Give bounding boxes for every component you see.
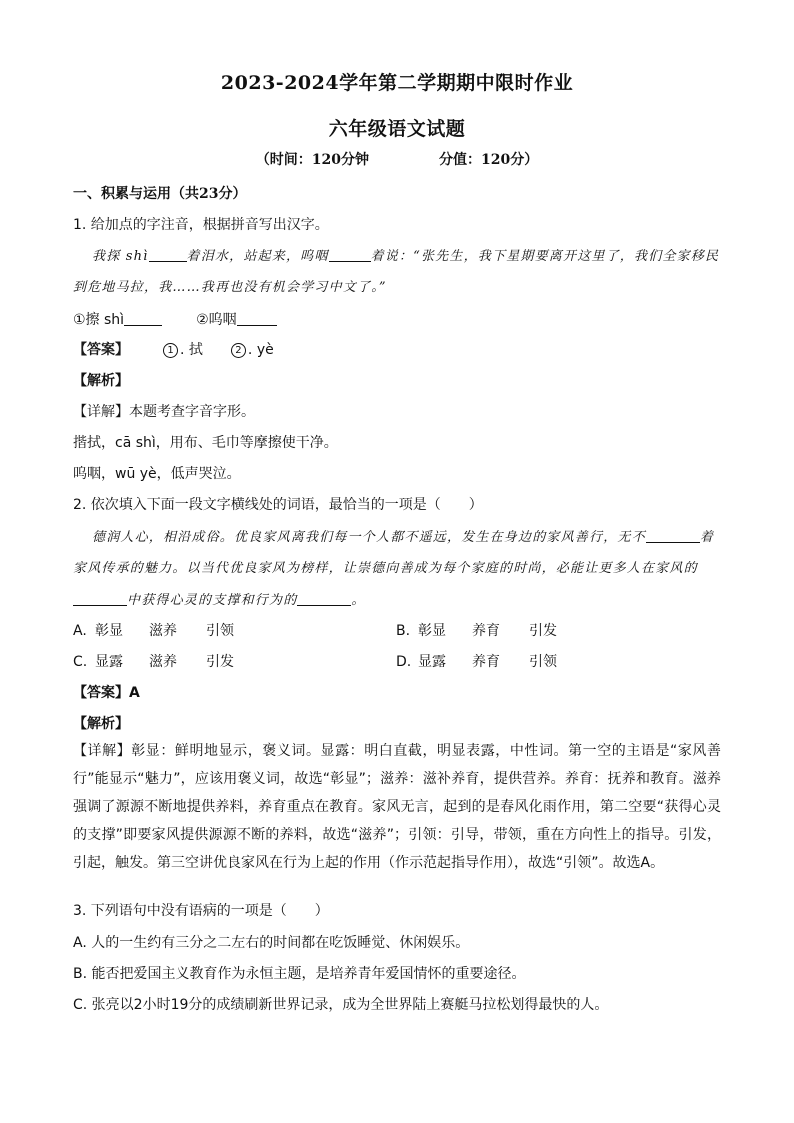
q1-passage-blank xyxy=(149,247,187,262)
option-letter: B. xyxy=(396,623,411,639)
q1-blank2 xyxy=(237,311,277,326)
q1-blank1 xyxy=(124,311,162,326)
option-word: 引发 xyxy=(206,654,234,670)
answer-num-circle: 2 xyxy=(231,343,246,358)
q2-passage-blank xyxy=(646,528,700,543)
option-word: 显露 xyxy=(95,654,123,670)
q1-passage-line2: 到危地马拉，我……我再也没有机会学习中文了。” xyxy=(73,280,387,295)
option-letter: A. xyxy=(73,623,87,639)
q2-stem: 2. 依次填入下面一段文字横线处的词语，最恰当的一项是（ ） xyxy=(73,497,483,513)
q3-option-c[interactable]: C. 张亮以2小时19分的成绩刷新世界记录，成为全世界陆上赛艇马拉松划得最快的人。 xyxy=(73,997,609,1013)
option-word: 彰显 xyxy=(418,623,446,639)
q2-answer: 【答案】A xyxy=(73,685,140,701)
page-subtitle: 六年级语文试题 xyxy=(328,118,466,140)
option-word: 养育 xyxy=(472,654,500,670)
analysis-tag: 【解析】 xyxy=(73,373,129,389)
option-word: 滋养 xyxy=(149,623,177,639)
option-letter: C. xyxy=(73,654,88,670)
q2-option-d[interactable] xyxy=(396,651,557,671)
q1-stem: 1. 给加点的字注音，根据拼音写出汉字。 xyxy=(73,217,329,233)
q2-passage-blank xyxy=(297,591,351,606)
q1-passage-text: 着说：“张先生，我下星期要离开这里了，我们全家移民 xyxy=(370,249,720,264)
q2-passage-text: 着 xyxy=(699,530,715,545)
answer-tag: 【答案】 xyxy=(73,342,129,358)
q1-blank1-label: ①擦 shì xyxy=(73,312,125,328)
q1-passage-line1 xyxy=(92,245,719,264)
q3-stem: 3. 下列语句中没有语病的一项是（ ） xyxy=(73,903,329,919)
page-title: 2023-2024学年第二学期期中限时作业 xyxy=(220,72,574,94)
section-heading: 一、积累与运用（共23分） xyxy=(73,186,247,202)
q2-passage-text: 中获得心灵的支撑和行为的 xyxy=(127,593,298,608)
q2-passage-text: 德润人心，相沿成俗。优良家风离我们每一个人都不遥远，发生在身边的家风善行，无不 xyxy=(92,530,646,545)
q1-answer2: yè xyxy=(256,342,274,358)
time-info: （时间：120分钟 xyxy=(255,152,369,168)
answer-num-circle: 1 xyxy=(163,343,178,358)
analysis-tag: 【解析】 xyxy=(73,716,129,732)
q2-option-c[interactable] xyxy=(73,651,234,671)
q1-blanks xyxy=(73,309,277,329)
option-word: 引领 xyxy=(529,654,557,670)
option-word: 滋养 xyxy=(149,654,177,670)
option-word: 引领 xyxy=(206,623,234,639)
option-word: 引发 xyxy=(529,623,557,639)
q2-passage-line2: 家风传承的魅力。以当代优良家风为榜样，让崇德向善成为每个家庭的时尚，必能让更多人在家风的 xyxy=(73,561,698,576)
q2-passage-line3 xyxy=(73,589,366,608)
option-word: 养育 xyxy=(472,623,500,639)
q1-detail-b: 呜咽，wū yè，低声哭泣。 xyxy=(73,466,241,482)
score-info: 分值：120分） xyxy=(439,152,539,168)
q1-answer1: 拭 xyxy=(188,342,203,358)
exam-info xyxy=(0,149,794,169)
q2-passage-blank xyxy=(73,591,127,606)
q3-option-b[interactable]: B. 能否把爱国主义教育作为永恒主题，是培养青年爱国情怀的重要途径。 xyxy=(73,966,526,982)
q1-answer: 【答案】 1 . 拭 2 . yè xyxy=(73,342,274,358)
q1-passage-text: 着泪水，站起来，呜咽 xyxy=(186,249,329,264)
option-word: 显露 xyxy=(418,654,446,670)
q2-option-b[interactable] xyxy=(396,620,557,640)
q1-passage-text: 我探 shì xyxy=(92,249,149,264)
option-word: 彰显 xyxy=(95,623,123,639)
q1-blank2-label: ②呜咽 xyxy=(196,312,237,328)
q2-passage-text: 。 xyxy=(351,593,366,608)
q2-detail: 【详解】彰显：鲜明地显示，褒义词。显露：明白直截，明显表露，中性词。第一空的主语是“家风善行”能显示“魅力”，应该用褒义词，故选“彰显”；滋养：滋补养育，提供营养。养育：抚养和教育。滋养强调了源源不断地提供养料，养育重点在教育。家风无言，起到的是春风化雨作用，第二空要“获得心灵的支撑”即要家风提供源源不断的养料，故选“滋养”；引领：引导，带领，重在方向性上的指导。引发，引起，触发。第三空讲优良家风在行为上起的作用（作示范起指导作用），故选“引领”。故选A。 xyxy=(73,743,721,871)
q1-detail: 【详解】本题考查字音字形。 xyxy=(73,404,255,420)
q2-passage-line1 xyxy=(92,526,714,545)
q1-detail-a: 揩拭，cā shì，用布、毛巾等摩擦使干净。 xyxy=(73,435,338,451)
q3-option-a[interactable]: A. 人的一生约有三分之二左右的时间都在吃饭睡觉、休闲娱乐。 xyxy=(73,935,470,951)
q1-passage-blank xyxy=(329,247,371,262)
q2-option-a[interactable] xyxy=(73,620,234,640)
option-letter: D. xyxy=(396,654,412,670)
